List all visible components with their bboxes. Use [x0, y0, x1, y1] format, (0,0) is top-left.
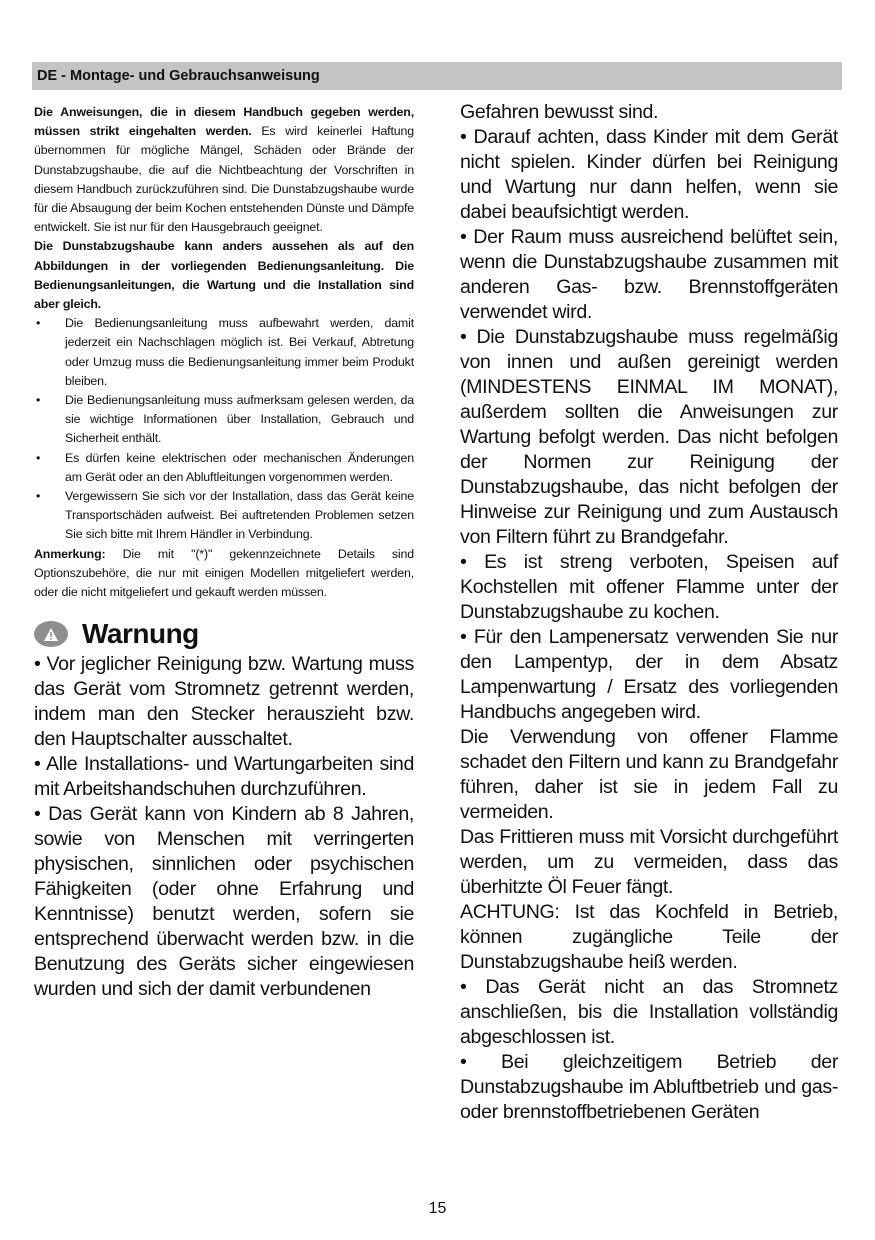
appearance-notice — [34, 237, 414, 314]
warning-paragraph: • Vor jeglicher Reinigung bzw. Wartung muss das Gerät vom Stromnetz getrennt werden, indem man den Stecker herauszieht bzw. den Hauptschalter ausschaltet. — [34, 653, 414, 751]
warning-paragraph: • Alle Installations- und Wartungarbeiten sind mit Arbeitshandschuhen durchzuführen. — [34, 753, 414, 801]
warning-paragraph: • Das Gerät kann von Kindern ab 8 Jahren, sowie von Menschen mit verringerten physischen, sinnlichen oder psychischen Fähigkeiten (oder ohne Erfahrung und Kenntnisse) benutzt werden, sofern sie entsprechend überwacht werden bzw. in die Benutzung des Geräts sicher eingewiesen wurden und sich der damit verbundenen — [34, 803, 414, 1001]
instruction-list — [34, 314, 414, 544]
remark-label: Anmerkung: — [34, 546, 106, 561]
list-item: • Die Bedienungsanleitung muss aufbewahrt werden, damit jederzeit ein Nachschlagen möglich ist. Bei Verkauf, Abtretung oder Umzug muss die Bedienungsanleitung immer beim Produkt bleiben. — [34, 314, 414, 391]
list-item: • Vergewissern Sie sich vor der Installation, dass das Gerät keine Transportschäden aufweist. Bei auftretenden Problemen setzen Sie sich bitte mit Ihrem Händler in Verbindung. — [34, 487, 414, 545]
safety-paragraph: Gefahren bewusst sind. — [460, 101, 659, 123]
right-column — [460, 100, 838, 1125]
intro-text: Es wird keinerlei Haftung übernommen für mögliche Mängel, Schäden oder Brände der Dunstabzugshaube, die auf die Nichtbeachtung der Vorschriften in diesem Handbuch zurückzuführen sind. Die Dunstabzugshaube wurde für die Absaugung der beim Kochen entstehenden Dünste und Dämpfe entwickelt. Sie ist nur für den Hausgebrauch geeignet. — [34, 124, 414, 235]
warning-heading-row — [34, 616, 414, 652]
list-item: • Die Bedienungsanleitung muss aufmerksam gelesen werden, da sie wichtige Informationen über Installation, Gebrauch und Sicherheit enthält. — [34, 391, 414, 449]
intro-section — [34, 103, 414, 602]
safety-paragraph: • Der Raum muss ausreichend belüftet sein, wenn die Dunstabzugshaube zusammen mit anderen Gas- bzw. Brennstoffgeräten verwendet wird. — [460, 226, 838, 323]
remark-text: Die mit "(*)" gekennzeichnete Details sind Optionszubehöre, die nur mit einigen Modellen mitgeliefert werden, oder die nicht mitgeliefert und gekauft werden müssen. — [34, 546, 414, 600]
warning-section — [34, 652, 414, 1002]
intro-paragraph — [34, 103, 414, 237]
safety-paragraph: Die Verwendung von offener Flamme schadet den Filtern und kann zu Brandgefahr führen, daher ist sie in jedem Fall zu vermeiden. — [460, 726, 838, 823]
safety-paragraph: • Darauf achten, dass Kinder mit dem Gerät nicht spielen. Kinder dürfen bei Reinigung und Wartung nur dann helfen, wenn sie dabei beaufsichtigt werden. — [460, 126, 838, 223]
safety-paragraph: • Für den Lampenersatz verwenden Sie nur den Lampentyp, der in dem Absatz Lampenwartung / Ersatz des vorliegenden Handbuchs angegeben wird. — [460, 626, 838, 723]
intro-bold-text: Die Anweisungen, die in diesem Handbuch gegeben werden, müssen strikt eingehalten werden. — [34, 105, 414, 139]
safety-paragraph: • Bei gleichzeitigem Betrieb der Dunstabzugshaube im Abluftbetrieb und gas- oder brennstoffbetriebenen Geräten — [460, 1051, 838, 1123]
list-item: • Es dürfen keine elektrischen oder mechanischen Änderungen am Gerät oder an den Abluftleitungen vorgenommen werden. — [34, 449, 414, 487]
page-number: 15 — [428, 1200, 447, 1217]
safety-paragraph: Das Frittieren muss mit Vorsicht durchgeführt werden, um zu vermeiden, dass das überhitzte Öl Feuer fängt. — [460, 826, 838, 898]
warning-icon — [34, 621, 68, 647]
safety-paragraph: ACHTUNG: Ist das Kochfeld in Betrieb, können zugängliche Teile der Dunstabzugshaube heiß werden. — [460, 901, 838, 973]
safety-paragraph: • Die Dunstabzugshaube muss regelmäßig von innen und außen gereinigt werden (MINDESTENS EINMAL IM MONAT), außerdem sollten die Anweisungen zur Wartung befolgt werden. Das nicht befolgen der Normen zur Reinigung der Dunstabzugshaube, das nicht befolgen der Hinweise zur Reinigung und zum Austausch von Filtern führt zu Brandgefahr. — [460, 326, 838, 548]
left-column — [34, 103, 414, 1002]
remark-paragraph — [34, 545, 414, 603]
safety-paragraph: • Das Gerät nicht an das Stromnetz anschließen, bis die Installation vollständig abgeschlossen ist. — [460, 976, 838, 1048]
safety-paragraph: • Es ist streng verboten, Speisen auf Kochstellen mit offener Flamme unter der Dunstabzugshaube zu kochen. — [460, 551, 838, 623]
appearance-notice-text: Die Dunstabzugshaube kann anders aussehen als auf den Abbildungen in der vorliegenden Bedienungsanleitung. Die Bedienungsanleitungen, die Wartung und die Installation sind aber gleich. — [34, 239, 414, 312]
warning-title: Warnung — [82, 618, 199, 650]
section-header: DE - Montage- und Gebrauchsanweisung — [32, 62, 842, 90]
